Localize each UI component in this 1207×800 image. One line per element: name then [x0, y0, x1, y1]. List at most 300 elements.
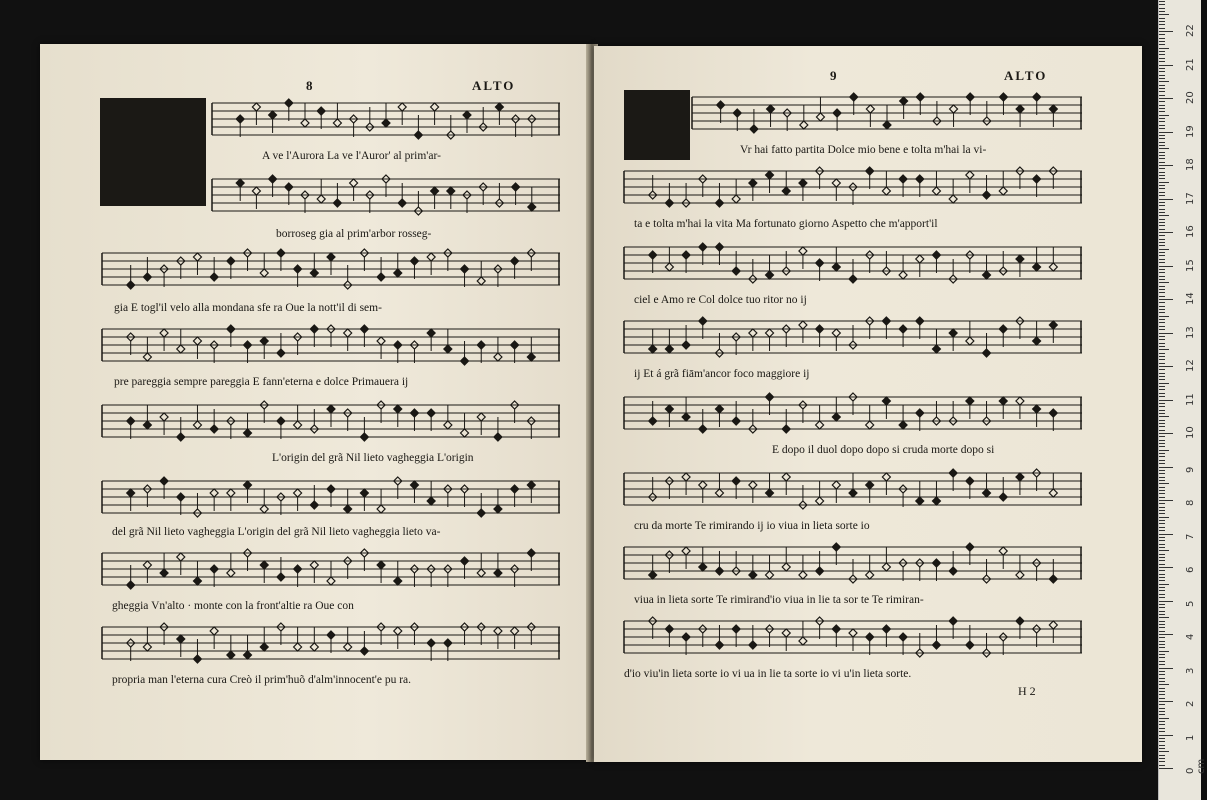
ruler-tick [1159, 641, 1165, 642]
ruler-tick [1159, 121, 1165, 122]
ruler-tick [1159, 48, 1169, 49]
note-glyph [899, 559, 907, 581]
staff-graphic [102, 474, 560, 520]
ruler-tick [1159, 111, 1165, 112]
note-glyph [1016, 167, 1024, 189]
ruler-tick [1159, 199, 1173, 200]
staff-graphic [624, 390, 1082, 436]
ruler-tick [1159, 694, 1165, 695]
note-glyph [699, 243, 707, 265]
note-glyph [193, 337, 201, 359]
ruler-tick [1159, 534, 1173, 535]
ruler-tick [1159, 319, 1165, 320]
note-glyph [849, 629, 857, 651]
note-glyph [427, 481, 435, 505]
ruler-tick [1159, 651, 1169, 652]
ruler-tick [1159, 296, 1165, 297]
ruler-tick [1159, 95, 1165, 96]
note-glyph [832, 179, 840, 201]
ruler-tick [1159, 168, 1165, 169]
ruler-tick [1159, 105, 1165, 106]
note-glyph [832, 625, 840, 647]
note-glyph [410, 481, 418, 503]
note-glyph [966, 477, 974, 499]
ruler-tick [1159, 135, 1165, 136]
note-glyph [260, 337, 268, 359]
ruler-tick [1159, 765, 1165, 766]
lyric-line: pre pareggia sempre pareggia E fann'eterna e dolce Primauera ij [114, 376, 409, 388]
staff-graphic [624, 164, 1082, 210]
note-glyph [766, 473, 774, 497]
ruler-tick [1159, 550, 1169, 551]
ruler-tick [1159, 661, 1165, 662]
note-glyph [444, 565, 452, 587]
ruler-tick [1159, 560, 1165, 561]
staff-line [624, 164, 1082, 210]
ruler-label: 0 cm [1185, 758, 1207, 774]
note-glyph [236, 115, 244, 137]
ruler-tick [1159, 510, 1165, 511]
ruler-tick [1159, 446, 1165, 447]
staff-line [212, 172, 560, 218]
ruler-tick [1159, 540, 1165, 541]
ruler-tick [1159, 406, 1165, 407]
note-glyph [749, 329, 757, 351]
note-glyph [494, 553, 502, 577]
ruler-tick [1159, 188, 1165, 189]
ruler-tick [1159, 175, 1165, 176]
note-glyph [832, 543, 840, 565]
staff-line [102, 620, 560, 666]
note-glyph [377, 489, 385, 513]
staff-line [624, 466, 1082, 512]
note-glyph [410, 565, 418, 587]
note-glyph [882, 397, 890, 419]
ruler-tick [1159, 554, 1165, 555]
note-glyph [463, 191, 471, 213]
ruler-tick [1159, 155, 1165, 156]
ruler-tick [1159, 654, 1165, 655]
ruler-tick [1159, 279, 1165, 280]
ruler-tick [1159, 195, 1165, 196]
note-glyph [1049, 105, 1057, 127]
note-glyph [210, 565, 218, 587]
note-glyph [966, 93, 974, 115]
staff-graphic [102, 398, 560, 444]
note-glyph [1033, 175, 1041, 197]
ruler-tick [1159, 493, 1165, 494]
note-glyph [394, 405, 402, 427]
note-glyph [527, 481, 535, 503]
note-glyph [866, 167, 874, 189]
lyric-line: E dopo il duol dopo dopo si cruda morte dopo si [772, 444, 995, 456]
ruler-tick [1159, 366, 1173, 367]
note-glyph [999, 397, 1007, 419]
note-glyph [782, 473, 790, 495]
ruler-tick [1159, 316, 1169, 317]
ruler-tick [1159, 614, 1165, 615]
staff-graphic [102, 620, 560, 666]
note-glyph [682, 251, 690, 273]
note-glyph [999, 325, 1007, 347]
note-glyph [461, 485, 469, 507]
note-glyph [394, 627, 402, 649]
ruler-tick [1159, 309, 1165, 310]
note-glyph [277, 417, 285, 439]
ruler-label: 3 [1185, 667, 1196, 674]
ruler-tick [1159, 490, 1165, 491]
ruler-tick [1159, 383, 1169, 384]
note-glyph [732, 625, 740, 647]
ruler-tick [1159, 386, 1165, 387]
ruler-tick [1159, 88, 1165, 89]
ruler-tick [1159, 11, 1165, 12]
note-glyph [350, 179, 358, 201]
note-glyph [260, 401, 268, 423]
ruler-tick [1159, 420, 1165, 421]
note-glyph [477, 413, 485, 435]
note-glyph [800, 105, 808, 129]
note-glyph [260, 253, 268, 277]
ruler-tick [1159, 604, 1165, 605]
note-glyph [799, 401, 807, 423]
note-glyph [410, 409, 418, 431]
note-glyph [665, 551, 673, 573]
ruler-tick [1159, 148, 1169, 149]
ruler-tick [1159, 132, 1173, 133]
note-glyph [932, 171, 940, 195]
ruler-tick [1159, 78, 1165, 79]
note-glyph [816, 167, 824, 189]
note-glyph [816, 325, 824, 347]
ruler-tick [1159, 403, 1165, 404]
ruler-tick [1159, 647, 1165, 648]
ruler-tick [1159, 735, 1173, 736]
ruler-tick [1159, 450, 1169, 451]
note-glyph [410, 341, 418, 363]
staff-graphic [102, 546, 560, 592]
ruler-tick [1159, 346, 1165, 347]
ruler-tick [1159, 698, 1165, 699]
note-glyph [816, 97, 824, 121]
staff-line [102, 474, 560, 520]
note-glyph [849, 473, 857, 497]
ruler-tick [1159, 430, 1165, 431]
note-glyph [227, 417, 235, 439]
note-glyph [866, 481, 874, 503]
note-glyph [227, 553, 235, 577]
ruler-label: 8 [1185, 499, 1196, 506]
ruler-tick [1159, 520, 1165, 521]
note-glyph [1016, 473, 1024, 495]
note-glyph [344, 329, 352, 351]
ruler-tick [1159, 115, 1169, 116]
note-glyph [682, 633, 690, 655]
ruler-label: 14 [1185, 292, 1196, 305]
note-glyph [799, 247, 807, 269]
note-glyph [832, 247, 840, 271]
ruler-label: 10 [1185, 426, 1196, 439]
note-glyph [916, 559, 924, 581]
note-glyph [285, 99, 293, 121]
note-glyph [665, 477, 673, 499]
note-glyph [833, 109, 841, 131]
staff-line [624, 314, 1082, 360]
ruler-tick [1159, 701, 1173, 702]
lyric-line: propria man l'eterna cura Creò il prim'huõ d'alm'innocent'e pu ra. [112, 674, 412, 686]
note-glyph [177, 553, 185, 575]
ruler-tick [1159, 249, 1169, 250]
note-glyph [1033, 405, 1041, 427]
note-glyph [511, 485, 519, 507]
note-glyph [444, 485, 452, 507]
ruler-label: 19 [1185, 124, 1196, 138]
staff-line [624, 390, 1082, 436]
note-glyph [1016, 105, 1024, 127]
note-glyph [1033, 469, 1041, 491]
note-glyph [360, 325, 368, 347]
ruler-tick [1159, 396, 1165, 397]
note-glyph [427, 639, 435, 661]
note-glyph [294, 565, 302, 587]
note-glyph [447, 187, 455, 209]
ruler-tick [1159, 286, 1165, 287]
left-page [40, 44, 590, 760]
note-glyph [317, 179, 325, 203]
note-glyph [310, 253, 318, 277]
ruler-tick [1159, 731, 1165, 732]
staff-line [212, 96, 560, 142]
ruler-tick [1159, 507, 1165, 508]
ruler-tick [1159, 24, 1165, 25]
note-glyph [916, 317, 924, 339]
note-glyph [394, 477, 402, 499]
ruler-label: 13 [1185, 325, 1196, 339]
note-glyph [294, 627, 302, 651]
lyric-line: gia E togl'il velo alla mondana sfe ra Oue la nott'il di sem- [114, 302, 382, 314]
ruler-tick [1159, 668, 1173, 669]
ruler-tick [1159, 684, 1169, 685]
note-glyph [269, 175, 277, 197]
note-glyph [882, 171, 890, 195]
note-glyph [477, 261, 485, 285]
ruler-tick [1159, 68, 1165, 69]
ruler-tick [1159, 165, 1173, 166]
note-glyph [816, 617, 824, 639]
note-glyph [1033, 625, 1041, 647]
ruler-tick [1159, 266, 1173, 267]
ruler-tick [1159, 41, 1165, 42]
ruler-tick [1159, 302, 1165, 303]
ruler-tick [1159, 443, 1165, 444]
left-running-head: ALTO [472, 78, 516, 93]
note-glyph [344, 557, 352, 579]
note-glyph [866, 555, 874, 579]
note-glyph [244, 341, 252, 363]
ruler-tick [1159, 567, 1173, 568]
ruler-label: 4 [1185, 633, 1196, 640]
note-glyph [732, 179, 740, 203]
ruler-tick [1159, 741, 1165, 742]
ruler-tick [1159, 671, 1165, 672]
ruler-tick [1159, 373, 1165, 374]
note-glyph [495, 103, 503, 125]
ruler-tick [1159, 34, 1165, 35]
ruler-tick [1159, 416, 1169, 417]
ruler-tick [1159, 21, 1165, 22]
note-glyph [866, 317, 874, 339]
note-glyph [160, 553, 168, 577]
lyric-line: Vr hai fatto partita Dolce mio bene e tolta m'hai la vi- [740, 144, 987, 156]
staff-line [692, 90, 1082, 136]
note-glyph [1049, 409, 1057, 431]
note-glyph [766, 393, 774, 415]
note-glyph [377, 401, 385, 423]
note-glyph [900, 97, 908, 119]
note-glyph [327, 631, 335, 653]
note-glyph [649, 555, 657, 579]
note-glyph [1033, 321, 1041, 345]
ruler-tick [1159, 192, 1165, 193]
lyric-line: ij Et á grã fiām'ancor foco maggiore ij [634, 368, 810, 380]
note-glyph [327, 405, 335, 427]
note-glyph [477, 623, 485, 645]
ruler-tick [1159, 245, 1165, 246]
note-glyph [382, 103, 390, 127]
note-glyph [494, 627, 502, 649]
ruler-tick [1159, 503, 1165, 504]
ruler-tick [1159, 480, 1165, 481]
ruler-tick [1159, 185, 1165, 186]
ruler-tick [1159, 312, 1165, 313]
ruler-tick [1159, 369, 1165, 370]
note-glyph [327, 325, 335, 347]
lyric-line: viua in lieta sorte Te rimirand'io viua in lie ta sor te Te rimiran- [634, 594, 924, 606]
ruler-label: 11 [1185, 392, 1196, 406]
note-glyph [260, 627, 268, 651]
lyric-line: ciel e Amo re Col dolce tuo ritor no ij [634, 294, 807, 306]
ruler-tick [1159, 601, 1173, 602]
ruler-tick [1159, 657, 1165, 658]
ruler-tick [1159, 353, 1165, 354]
note-glyph [966, 171, 974, 193]
ruler-label: 9 [1185, 466, 1196, 473]
ruler-tick [1159, 14, 1169, 15]
ruler-label: 21 [1185, 57, 1196, 71]
note-glyph [327, 485, 335, 507]
note-glyph [193, 561, 201, 585]
note-glyph [866, 405, 874, 429]
note-glyph [327, 253, 335, 275]
note-glyph [427, 253, 435, 275]
ruler-label: 6 [1185, 566, 1196, 573]
note-glyph [310, 561, 318, 583]
ruler-tick [1159, 182, 1169, 183]
note-glyph [950, 105, 958, 127]
note-glyph [160, 623, 168, 645]
ruler-tick [1159, 379, 1165, 380]
ruler-label: 5 [1185, 600, 1196, 607]
note-glyph [177, 257, 185, 279]
note-glyph [799, 621, 807, 645]
ruler-tick [1159, 215, 1169, 216]
lyric-line: borroseg gia al prim'arbor rosseg- [276, 228, 432, 240]
ruler-tick [1159, 453, 1165, 454]
ruler-tick [1159, 142, 1165, 143]
note-glyph [1049, 473, 1057, 497]
ruler-tick [1159, 704, 1165, 705]
ruler-tick [1159, 577, 1165, 578]
ruler-tick [1159, 158, 1165, 159]
ruler-tick [1159, 761, 1165, 762]
note-glyph [665, 625, 673, 647]
ruler-tick [1159, 322, 1165, 323]
note-glyph [377, 337, 385, 359]
note-glyph [227, 325, 235, 347]
note-glyph [344, 489, 352, 513]
note-glyph [210, 341, 218, 363]
note-glyph [193, 405, 201, 429]
note-glyph [160, 265, 168, 287]
note-glyph [1016, 617, 1024, 639]
note-glyph [1016, 555, 1024, 579]
ruler-tick [1159, 276, 1165, 277]
note-glyph [866, 251, 874, 273]
staff-line [624, 614, 1082, 660]
ruler-tick [1159, 624, 1165, 625]
ruler-tick [1159, 336, 1165, 337]
ruler-tick [1159, 4, 1165, 5]
note-glyph [444, 405, 452, 429]
note-glyph [916, 175, 924, 197]
ruler-tick [1159, 627, 1165, 628]
note-glyph [1049, 167, 1057, 189]
staff-graphic [624, 466, 1082, 512]
ruler-tick [1159, 487, 1165, 488]
ruler-tick [1159, 28, 1165, 29]
note-glyph [461, 557, 469, 579]
note-glyph [949, 617, 957, 639]
ruler-tick [1159, 65, 1173, 66]
ruler-tick [1159, 259, 1165, 260]
ruler-tick [1159, 594, 1165, 595]
note-glyph [966, 397, 974, 419]
note-glyph [1049, 321, 1057, 343]
note-glyph [143, 337, 151, 361]
note-glyph [699, 625, 707, 647]
note-glyph [899, 255, 907, 279]
note-glyph [244, 549, 252, 571]
ruler-tick [1159, 202, 1165, 203]
note-glyph [277, 623, 285, 645]
note-glyph [360, 249, 368, 271]
note-glyph [244, 481, 252, 503]
ruler-tick [1159, 85, 1165, 86]
staff-graphic [624, 540, 1082, 586]
ruler-tick [1159, 410, 1165, 411]
ruler-label: 7 [1185, 533, 1196, 540]
note-glyph [244, 249, 252, 271]
ruler-tick [1159, 61, 1165, 62]
note-glyph [427, 409, 435, 431]
note-glyph [143, 485, 151, 507]
ruler-tick [1159, 436, 1165, 437]
note-glyph [715, 243, 723, 265]
ruler-tick [1159, 477, 1165, 478]
staff-graphic [624, 314, 1082, 360]
ruler-tick [1159, 708, 1165, 709]
note-glyph [732, 333, 740, 355]
